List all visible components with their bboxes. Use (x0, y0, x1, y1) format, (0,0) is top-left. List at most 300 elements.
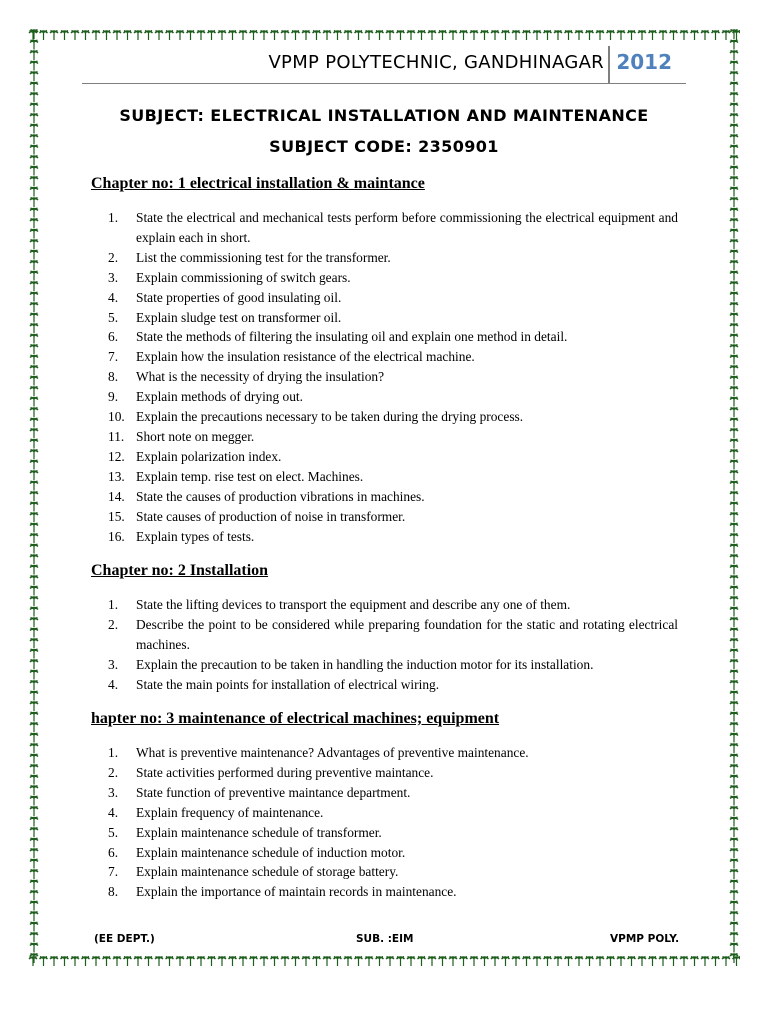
question-item (108, 783, 678, 803)
palm-tree-icon (30, 418, 38, 428)
palm-tree-icon (730, 334, 738, 344)
palm-tree-icon (30, 828, 38, 838)
palm-tree-icon (30, 292, 38, 302)
palm-tree-icon (730, 30, 738, 40)
subject-code: SUBJECT CODE: 2350901 (269, 137, 499, 156)
palm-tree-icon (439, 957, 447, 967)
palm-tree-icon (30, 208, 38, 218)
palm-tree-icon (730, 471, 738, 481)
footer-department: (EE DEPT.) (94, 933, 155, 945)
palm-tree-icon (30, 166, 38, 176)
palm-tree-icon (712, 957, 720, 967)
palm-tree-icon (30, 93, 38, 103)
palm-tree-icon (323, 31, 331, 41)
question-item (108, 743, 678, 763)
question-item (108, 675, 678, 695)
question-text: Describe the point to be considered while preparing foundation for the static and rotating electrical machines. (136, 616, 678, 652)
palm-tree-icon (701, 957, 709, 967)
palm-tree-icon (730, 817, 738, 827)
palm-tree-icon (730, 670, 738, 680)
palm-tree-icon (730, 859, 738, 869)
palm-tree-icon (365, 31, 373, 41)
palm-tree-icon (730, 324, 738, 334)
palm-tree-icon (730, 492, 738, 502)
palm-tree-icon (30, 744, 38, 754)
question-item (108, 208, 678, 248)
palm-tree-icon (30, 660, 38, 670)
palm-tree-icon (730, 450, 738, 460)
palm-tree-icon (418, 31, 426, 41)
palm-tree-icon (586, 957, 594, 967)
palm-tree-icon (365, 957, 373, 967)
question-number: 2. (108, 764, 119, 780)
palm-tree-icon (208, 957, 216, 967)
palm-tree-icon (218, 957, 226, 967)
palm-tree-icon (730, 250, 738, 260)
question-number: 5. (108, 309, 119, 325)
palm-tree-icon (449, 957, 457, 967)
palm-tree-icon (691, 957, 699, 967)
palm-tree-icon (61, 31, 69, 41)
palm-tree-icon (30, 576, 38, 586)
question-text: State the main points for installation of electrical wiring. (136, 676, 440, 692)
question-number: 16. (108, 528, 125, 544)
palm-tree-icon (281, 31, 289, 41)
question-item (108, 367, 678, 387)
palm-tree-icon (730, 51, 738, 61)
question-text: Explain the precautions necessary to be taken during the drying process. (136, 409, 524, 425)
palm-tree-icon (397, 957, 405, 967)
palm-tree-icon (659, 957, 667, 967)
subject-title: SUBJECT: ELECTRICAL INSTALLATION AND MAINTENANCE (119, 106, 649, 125)
palm-tree-icon (260, 31, 268, 41)
chapter-2-question-list (108, 595, 678, 695)
palm-tree-icon (386, 957, 394, 967)
question-item (108, 655, 678, 675)
question-text: Explain temp. rise test on elect. Machines. (136, 468, 364, 484)
palm-tree-icon (30, 712, 38, 722)
palm-tree-icon (250, 957, 258, 967)
palm-tree-icon (565, 957, 573, 967)
question-text: State function of preventive maintance department. (136, 784, 411, 800)
palm-tree-icon (30, 177, 38, 187)
palm-tree-icon (439, 31, 447, 41)
palm-tree-icon (30, 586, 38, 596)
palm-tree-icon (730, 849, 738, 859)
palm-tree-icon (523, 957, 531, 967)
question-number: 9. (108, 389, 119, 405)
palm-tree-icon (30, 775, 38, 785)
palm-tree-icon (344, 31, 352, 41)
palm-tree-icon (730, 649, 738, 659)
question-text: State activities performed during preventive maintance. (136, 764, 434, 780)
palm-tree-icon (355, 31, 363, 41)
palm-tree-icon (30, 933, 38, 943)
palm-tree-icon (376, 957, 384, 967)
palm-tree-icon (533, 957, 541, 967)
palm-tree-icon (30, 82, 38, 92)
palm-tree-icon (607, 31, 615, 41)
palm-tree-icon (730, 82, 738, 92)
palm-tree-icon (260, 957, 268, 967)
palm-tree-icon (166, 31, 174, 41)
palm-tree-icon (730, 345, 738, 355)
palm-tree-icon (30, 733, 38, 743)
palm-tree-icon (617, 31, 625, 41)
palm-tree-icon (30, 376, 38, 386)
palm-tree-icon (82, 957, 90, 967)
palm-tree-icon (30, 450, 38, 460)
question-text: List the commissioning test for the transformer. (136, 249, 391, 265)
palm-tree-icon (71, 957, 79, 967)
palm-tree-icon (30, 397, 38, 407)
question-text: Explain the importance of maintain records in maintenance. (136, 884, 457, 900)
palm-tree-icon (680, 31, 688, 41)
question-item (108, 288, 678, 308)
question-text: State the lifting devices to transport the equipment and describe any one of them. (136, 597, 571, 612)
palm-tree-icon (30, 618, 38, 628)
palm-tree-icon (730, 681, 738, 691)
palm-tree-icon (730, 870, 738, 880)
palm-tree-icon (30, 187, 38, 197)
palm-tree-icon (208, 31, 216, 41)
palm-tree-icon (30, 502, 38, 512)
palm-tree-icon (376, 31, 384, 41)
question-number: 5. (108, 824, 119, 840)
palm-tree-icon (730, 544, 738, 554)
palm-tree-icon (30, 565, 38, 575)
palm-tree-icon (730, 555, 738, 565)
palm-tree-icon (30, 30, 38, 40)
palm-tree-icon (730, 166, 738, 176)
palm-tree-icon (30, 324, 38, 334)
palm-tree-icon (575, 31, 583, 41)
question-text: State the methods of filtering the insulating oil and explain one method in detail. (136, 329, 568, 345)
palm-tree-icon (730, 754, 738, 764)
palm-tree-icon (30, 670, 38, 680)
question-item (108, 248, 678, 268)
question-number: 3. (108, 784, 119, 800)
question-text: Explain maintenance schedule of storage battery. (136, 864, 399, 880)
palm-tree-icon (730, 628, 738, 638)
palm-tree-icon (428, 31, 436, 41)
palm-tree-icon (730, 313, 738, 323)
palm-tree-icon (554, 31, 562, 41)
palm-tree-icon (50, 957, 58, 967)
palm-tree-icon (730, 271, 738, 281)
palm-tree-icon (730, 156, 738, 166)
question-item (108, 862, 678, 882)
palm-tree-icon (730, 712, 738, 722)
palm-tree-icon (30, 870, 38, 880)
palm-tree-icon (481, 31, 489, 41)
palm-tree-icon (30, 408, 38, 418)
question-number: 11. (108, 428, 125, 444)
footer-subject: SUB. :EIM (356, 933, 414, 945)
palm-tree-icon (730, 618, 738, 628)
palm-tree-icon (730, 534, 738, 544)
palm-tree-icon (103, 31, 111, 41)
palm-tree-icon (554, 957, 562, 967)
palm-tree-icon (407, 957, 415, 967)
palm-tree-icon (30, 597, 38, 607)
palm-tree-icon (730, 261, 738, 271)
palm-tree-icon (638, 957, 646, 967)
question-number: 8. (108, 884, 119, 900)
palm-tree-icon (30, 51, 38, 61)
palm-tree-icon (30, 954, 38, 964)
palm-tree-icon (134, 957, 142, 967)
palm-tree-icon (730, 72, 738, 82)
palm-tree-icon (730, 429, 738, 439)
palm-tree-icon (30, 649, 38, 659)
palm-tree-icon (730, 828, 738, 838)
palm-tree-icon (30, 345, 38, 355)
palm-tree-icon (680, 957, 688, 967)
palm-tree-icon (730, 460, 738, 470)
palm-tree-icon (575, 957, 583, 967)
question-item (108, 308, 678, 328)
palm-tree-icon (323, 957, 331, 967)
palm-tree-icon (145, 31, 153, 41)
question-item (108, 407, 678, 427)
footer-institute: VPMP POLY. (610, 933, 680, 945)
question-text: Explain types of tests. (136, 528, 255, 544)
header-divider (608, 46, 610, 84)
palm-tree-icon (596, 957, 604, 967)
palm-tree-icon (30, 250, 38, 260)
palm-tree-icon (730, 439, 738, 449)
palm-tree-icon (30, 901, 38, 911)
question-number: 1. (108, 210, 119, 225)
palm-tree-icon (71, 31, 79, 41)
palm-tree-icon (407, 31, 415, 41)
header-rule (82, 83, 686, 84)
palm-tree-icon (730, 366, 738, 376)
palm-tree-icon (730, 733, 738, 743)
page-header (82, 46, 686, 84)
palm-tree-icon (30, 156, 38, 166)
palm-tree-icon (30, 786, 38, 796)
palm-tree-icon (730, 177, 738, 187)
palm-tree-icon (30, 303, 38, 313)
palm-tree-icon (250, 31, 258, 41)
palm-tree-icon (113, 957, 121, 967)
question-item (108, 823, 678, 843)
palm-tree-icon (565, 31, 573, 41)
palm-tree-icon (460, 957, 468, 967)
palm-tree-icon (730, 933, 738, 943)
palm-tree-icon (197, 31, 205, 41)
palm-tree-icon (30, 261, 38, 271)
palm-tree-icon (386, 31, 394, 41)
question-text: State properties of good insulating oil. (136, 289, 342, 305)
page-border-left (28, 28, 40, 968)
question-number: 4. (108, 804, 119, 820)
question-item (108, 615, 678, 655)
palm-tree-icon (730, 397, 738, 407)
palm-tree-icon (730, 744, 738, 754)
question-number: 13. (108, 468, 125, 484)
palm-tree-icon (596, 31, 604, 41)
palm-tree-icon (124, 957, 132, 967)
palm-tree-icon (730, 229, 738, 239)
question-number: 15. (108, 508, 125, 524)
palm-tree-icon (730, 775, 738, 785)
palm-tree-icon (730, 282, 738, 292)
palm-tree-icon (30, 513, 38, 523)
palm-tree-icon (187, 957, 195, 967)
palm-tree-icon (92, 957, 100, 967)
palm-tree-icon (30, 807, 38, 817)
palm-tree-icon (30, 523, 38, 533)
palm-tree-icon (30, 628, 38, 638)
palm-tree-icon (730, 880, 738, 890)
palm-tree-icon (30, 607, 38, 617)
palm-tree-icon (701, 31, 709, 41)
palm-tree-icon (30, 439, 38, 449)
palm-tree-icon (30, 943, 38, 953)
question-number: 6. (108, 844, 119, 860)
palm-tree-icon (187, 31, 195, 41)
palm-tree-icon (271, 957, 279, 967)
palm-tree-icon (239, 957, 247, 967)
palm-tree-icon (418, 957, 426, 967)
palm-tree-icon (428, 957, 436, 967)
palm-tree-icon (313, 957, 321, 967)
question-number: 1. (108, 745, 119, 760)
palm-tree-icon (586, 31, 594, 41)
palm-tree-icon (730, 187, 738, 197)
palm-tree-icon (281, 957, 289, 967)
question-number: 12. (108, 448, 125, 464)
palm-tree-icon (730, 838, 738, 848)
question-number: 10. (108, 409, 125, 425)
palm-tree-icon (30, 681, 38, 691)
chapter-1-question-list (108, 208, 678, 546)
palm-tree-icon (397, 31, 405, 41)
palm-tree-icon (30, 838, 38, 848)
question-text: Short note on megger. (136, 428, 255, 444)
palm-tree-icon (544, 31, 552, 41)
palm-tree-icon (40, 31, 48, 41)
palm-tree-icon (730, 901, 738, 911)
palm-tree-icon (103, 957, 111, 967)
page-border-bottom (28, 954, 740, 968)
palm-tree-icon (30, 796, 38, 806)
palm-tree-icon (502, 957, 510, 967)
chapter-2-heading: Chapter no: 2 Installation (91, 562, 269, 579)
palm-tree-icon (30, 849, 38, 859)
palm-tree-icon (313, 31, 321, 41)
chapter-1-heading: Chapter no: 1 electrical installation & maintance (91, 175, 425, 192)
palm-tree-icon (134, 31, 142, 41)
palm-tree-icon (730, 481, 738, 491)
palm-tree-icon (481, 957, 489, 967)
palm-tree-icon (730, 208, 738, 218)
palm-tree-icon (302, 957, 310, 967)
palm-tree-icon (638, 31, 646, 41)
palm-tree-icon (30, 282, 38, 292)
palm-tree-icon (61, 957, 69, 967)
palm-tree-icon (730, 376, 738, 386)
palm-tree-icon (30, 765, 38, 775)
palm-tree-icon (155, 31, 163, 41)
palm-tree-icon (155, 957, 163, 967)
palm-tree-icon (30, 691, 38, 701)
question-item (108, 595, 678, 615)
palm-tree-icon (730, 660, 738, 670)
palm-tree-icon (607, 957, 615, 967)
palm-tree-icon (544, 957, 552, 967)
palm-tree-icon (730, 607, 738, 617)
palm-tree-icon (334, 31, 342, 41)
palm-tree-icon (670, 957, 678, 967)
palm-tree-icon (730, 796, 738, 806)
question-number: 2. (108, 616, 119, 632)
palm-tree-icon (30, 534, 38, 544)
palm-tree-icon (730, 786, 738, 796)
palm-tree-icon (239, 31, 247, 41)
palm-tree-icon (502, 31, 510, 41)
palm-tree-icon (30, 544, 38, 554)
palm-tree-icon (730, 586, 738, 596)
palm-tree-icon (460, 31, 468, 41)
question-text: State the causes of production vibrations in machines. (136, 488, 425, 504)
palm-tree-icon (30, 460, 38, 470)
header-year: 2012 (616, 50, 672, 74)
question-item (108, 527, 678, 547)
palm-tree-icon (730, 387, 738, 397)
palm-tree-icon (40, 957, 48, 967)
question-item (108, 467, 678, 487)
palm-tree-icon (176, 31, 184, 41)
palm-tree-icon (730, 639, 738, 649)
palm-tree-icon (730, 922, 738, 932)
palm-tree-icon (730, 691, 738, 701)
palm-tree-icon (30, 723, 38, 733)
question-item (108, 427, 678, 447)
page-border-right (728, 28, 740, 968)
palm-tree-icon (218, 31, 226, 41)
palm-tree-icon (730, 418, 738, 428)
question-item (108, 447, 678, 467)
palm-tree-icon (30, 355, 38, 365)
question-item (108, 387, 678, 407)
palm-tree-icon (355, 957, 363, 967)
question-number: 2. (108, 249, 119, 265)
palm-tree-icon (730, 408, 738, 418)
palm-tree-icon (176, 957, 184, 967)
palm-tree-icon (730, 303, 738, 313)
question-text: Explain polarization index. (136, 448, 282, 464)
palm-tree-icon (30, 817, 38, 827)
palm-tree-icon (292, 31, 300, 41)
palm-tree-icon (730, 93, 738, 103)
palm-tree-icon (344, 957, 352, 967)
palm-tree-icon (113, 31, 121, 41)
palm-tree-icon (30, 922, 38, 932)
palm-tree-icon (302, 31, 310, 41)
question-number: 4. (108, 676, 119, 692)
palm-tree-icon (30, 124, 38, 134)
palm-tree-icon (30, 492, 38, 502)
palm-tree-icon (730, 597, 738, 607)
question-number: 4. (108, 289, 119, 305)
question-number: 14. (108, 488, 125, 504)
palm-tree-icon (334, 957, 342, 967)
palm-tree-icon (691, 31, 699, 41)
